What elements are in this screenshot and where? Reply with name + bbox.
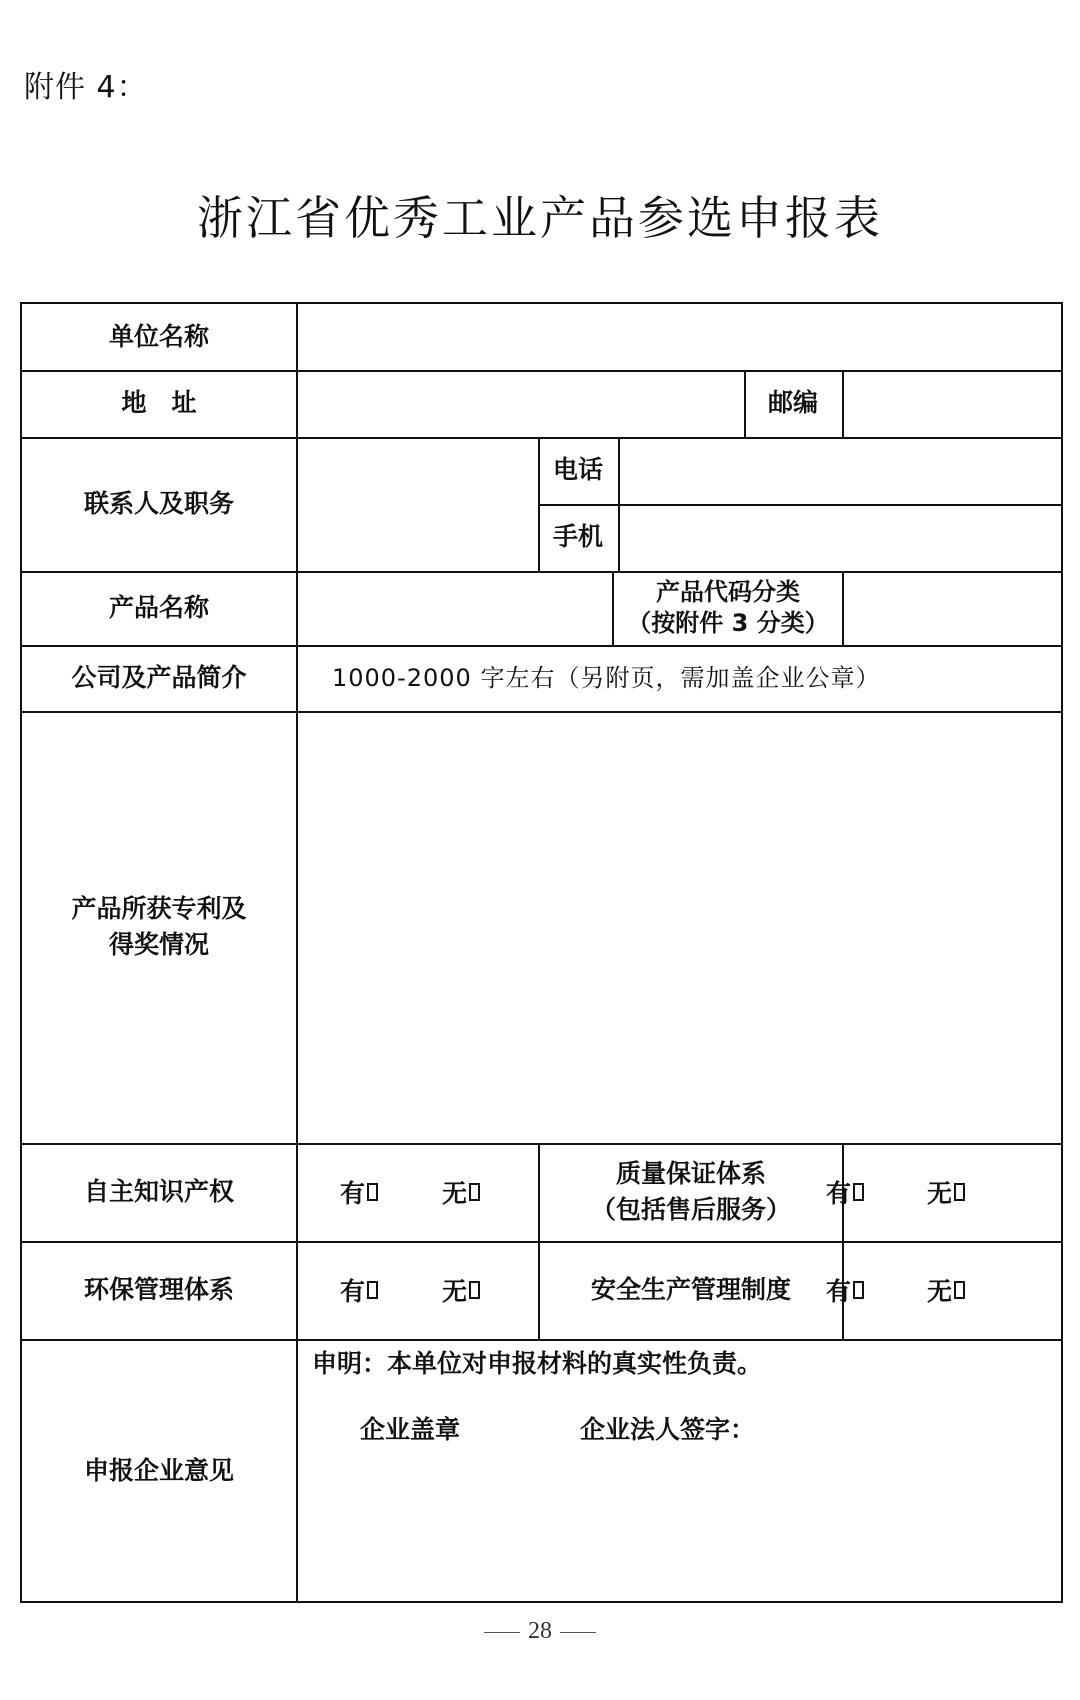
safety-yes-option[interactable] bbox=[826, 1272, 864, 1308]
quality-label bbox=[540, 1143, 842, 1241]
column-divider bbox=[842, 1143, 844, 1339]
product-code-label bbox=[614, 571, 842, 645]
form-title: 浙江省优秀工业产品参选申报表 bbox=[197, 191, 883, 245]
yes-label: 有 bbox=[340, 1277, 366, 1306]
seal-label: 企业盖章 bbox=[360, 1415, 461, 1444]
checkbox-icon[interactable] bbox=[954, 1183, 965, 1201]
quality-label-line1: 质量保证体系 bbox=[615, 1158, 766, 1188]
checkbox-icon[interactable] bbox=[853, 1281, 864, 1299]
postcode-field[interactable] bbox=[844, 370, 1061, 437]
env-yes-option[interactable] bbox=[340, 1272, 378, 1308]
phone-field[interactable] bbox=[620, 437, 1061, 504]
intro-label: 公司及产品简介 bbox=[71, 662, 247, 692]
application-form-table bbox=[20, 302, 1063, 1603]
checkbox-icon[interactable] bbox=[853, 1183, 864, 1201]
patent-label-line1: 产品所获专利及 bbox=[71, 893, 247, 923]
product-code-field[interactable] bbox=[844, 571, 1061, 645]
attachment-label: 附件 4： bbox=[24, 70, 148, 105]
intro-note: 1000-2000 字左右（另附页，需加盖企业公章） bbox=[332, 663, 881, 692]
contact-label: 联系人及职务 bbox=[83, 488, 234, 518]
declaration-text: 申明：本单位对申报材料的真实性负责。 bbox=[312, 1349, 763, 1378]
no-label: 无 bbox=[927, 1179, 953, 1208]
signature-label: 企业法人签字： bbox=[580, 1415, 756, 1444]
company-name-label: 单位名称 bbox=[108, 321, 209, 351]
product-name-field[interactable] bbox=[298, 571, 612, 645]
ip-yes-option[interactable] bbox=[340, 1174, 378, 1210]
yes-label: 有 bbox=[826, 1179, 852, 1208]
quality-label-line2: （包括售后服务） bbox=[590, 1195, 791, 1224]
product-code-line1: 产品代码分类 bbox=[656, 577, 800, 606]
footer-dash bbox=[560, 1632, 596, 1633]
safety-label: 安全生产管理制度 bbox=[590, 1274, 791, 1304]
no-label: 无 bbox=[442, 1277, 468, 1306]
mobile-field[interactable] bbox=[620, 504, 1061, 571]
postcode-label: 邮编 bbox=[767, 388, 818, 418]
no-label: 无 bbox=[927, 1277, 953, 1306]
no-label: 无 bbox=[442, 1179, 468, 1208]
quality-no-option[interactable] bbox=[927, 1174, 965, 1210]
ip-label: 自主知识产权 bbox=[83, 1176, 234, 1206]
patent-label-line2: 得奖情况 bbox=[108, 930, 209, 959]
product-name-label: 产品名称 bbox=[108, 592, 209, 622]
company-name-field[interactable] bbox=[298, 304, 1061, 370]
checkbox-icon[interactable] bbox=[954, 1281, 965, 1299]
opinion-label: 申报企业意见 bbox=[83, 1455, 234, 1485]
footer-dash bbox=[484, 1632, 520, 1633]
checkbox-icon[interactable] bbox=[367, 1183, 378, 1201]
checkbox-icon[interactable] bbox=[367, 1281, 378, 1299]
yes-label: 有 bbox=[826, 1277, 852, 1306]
quality-yes-option[interactable] bbox=[826, 1174, 864, 1210]
product-code-line2: （按附件 3 分类） bbox=[627, 609, 829, 637]
checkbox-icon[interactable] bbox=[469, 1281, 480, 1299]
mobile-label: 手机 bbox=[552, 522, 603, 552]
address-field[interactable] bbox=[298, 370, 744, 437]
page-footer bbox=[0, 1618, 1080, 1645]
yes-label: 有 bbox=[340, 1179, 366, 1208]
patent-label bbox=[22, 711, 296, 1143]
phone-label: 电话 bbox=[552, 455, 603, 485]
env-no-option[interactable] bbox=[442, 1272, 480, 1308]
address-label: 地 址 bbox=[121, 388, 197, 418]
page-number: 28 bbox=[528, 1618, 552, 1644]
contact-field[interactable] bbox=[298, 437, 538, 571]
patent-field[interactable] bbox=[298, 713, 1061, 1143]
env-label: 环保管理体系 bbox=[83, 1274, 234, 1304]
safety-no-option[interactable] bbox=[927, 1272, 965, 1308]
checkbox-icon[interactable] bbox=[469, 1183, 480, 1201]
ip-no-option[interactable] bbox=[442, 1174, 480, 1210]
